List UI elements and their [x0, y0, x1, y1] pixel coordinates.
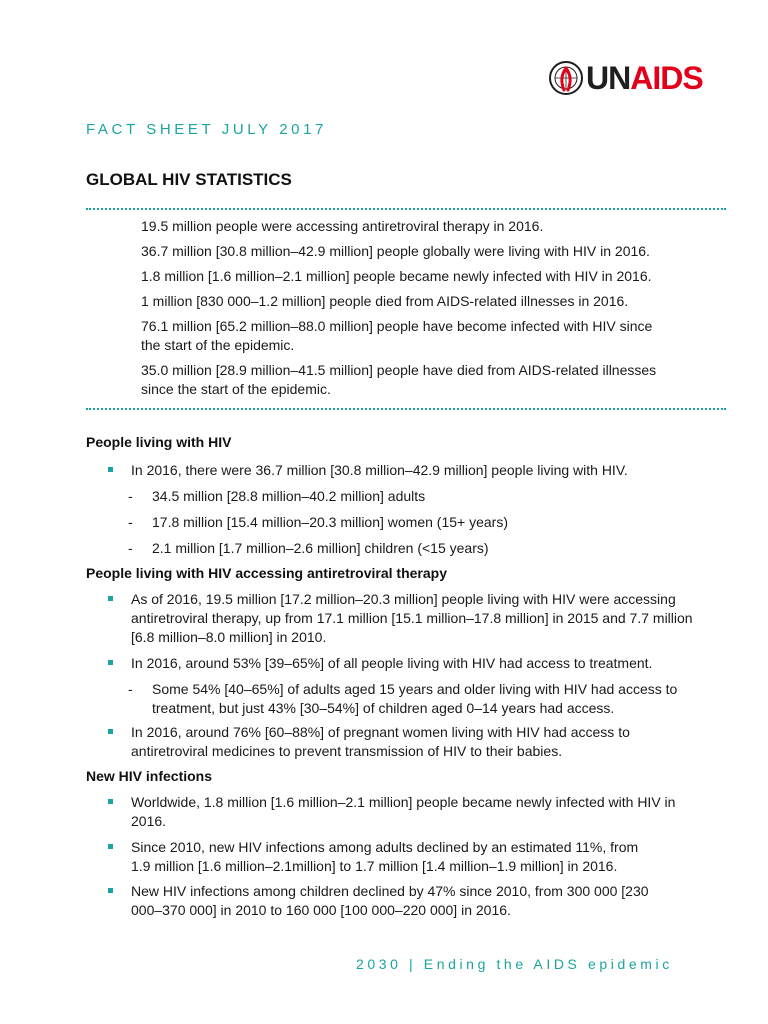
unaids-logo — [548, 60, 703, 96]
section-heading-living: People living with HIV — [86, 434, 232, 450]
bullet-item: In 2016, there were 36.7 million [30.8 million–42.9 million] people living with HIV. — [108, 461, 708, 480]
bullet-item: Worldwide, 1.8 million [1.6 million–2.1 million] people became newly infected with HIV in 2016. — [108, 793, 693, 831]
bullet-item: In 2016, around 53% [39–65%] of all people living with HIV had access to treatment. — [108, 654, 708, 673]
sub-item: - Some 54% [40–65%] of adults aged 15 years and older living with HIV had access to treatment, but just 43% [30–54%] of children aged 0–14 years had access. — [128, 681, 678, 716]
divider-bottom — [86, 408, 726, 410]
summary-item: 1.8 million [1.6 million–2.1 million] people became newly infected with HIV in 2016. — [141, 268, 652, 284]
dash-icon: - — [128, 488, 133, 504]
summary-item: 1 million [830 000–1.2 million] people died from AIDS-related illnesses in 2016. — [141, 293, 629, 309]
key-statistics — [141, 217, 701, 405]
bullet-item: Since 2010, new HIV infections among adults declined by an estimated 11%, from 1.9 million [1.6 million–2.1million] to 1.7 million [1.4 million–1.9 million] in 2016. — [108, 838, 653, 876]
unaids-wordmark: UNAIDS — [586, 60, 703, 96]
bullet-square-icon — [108, 799, 113, 804]
bullet-square-icon — [108, 888, 113, 893]
bullet-item: New HIV infections among children declined by 47% since 2010, from 300 000 [230 000–370 000] in 2010 to 160 000 [100 000–220 000] in 2016. — [108, 882, 653, 920]
bullet-square-icon — [108, 660, 113, 665]
summary-item: 36.7 million [30.8 million–42.9 million] people globally were living with HIV in 2016. — [141, 243, 650, 259]
sub-item: - 34.5 million [28.8 million–40.2 million] adults — [128, 488, 426, 504]
bullet-square-icon — [108, 729, 113, 734]
divider-top — [86, 208, 726, 210]
bullet-square-icon — [108, 844, 113, 849]
bullet-square-icon — [108, 467, 113, 472]
footer-tagline: 2030 | Ending the AIDS epidemic — [356, 956, 673, 972]
un-emblem-icon — [548, 60, 584, 96]
dash-icon: - — [128, 540, 133, 556]
dash-icon: - — [128, 681, 133, 697]
dash-icon: - — [128, 514, 133, 530]
sub-item: - 2.1 million [1.7 million–2.6 million] children (<15 years) — [128, 540, 489, 556]
bullet-square-icon — [108, 596, 113, 601]
section-heading-art: People living with HIV accessing antiretroviral therapy — [86, 565, 447, 581]
sub-item: - 17.8 million [15.4 million–20.3 million] women (15+ years) — [128, 514, 509, 530]
page-title: GLOBAL HIV STATISTICS — [86, 170, 292, 189]
summary-item: 35.0 million [28.9 million–41.5 million] people have died from AIDS-related illnesses since the start of the epidemic. — [141, 362, 657, 397]
summary-item: 19.5 million people were accessing antiretroviral therapy in 2016. — [141, 218, 544, 234]
bullet-item: As of 2016, 19.5 million [17.2 million–20.3 million] people living with HIV were accessing antiretroviral therapy, up from 17.1 million [15.1 million–17.8 million] in 2015 and 7.7 million [6.8 million–8.0 million] in 2010. — [108, 590, 698, 647]
summary-item: 76.1 million [65.2 million–88.0 million] people have become infected with HIV since the start of the epidemic. — [141, 318, 653, 353]
section-heading-new: New HIV infections — [86, 768, 213, 784]
bullet-item: In 2016, around 76% [60–88%] of pregnant women living with HIV had access to antiretroviral medicines to prevent transmission of HIV to their babies. — [108, 723, 648, 761]
fact-sheet-label: FACT SHEET JULY 2017 — [86, 121, 327, 138]
